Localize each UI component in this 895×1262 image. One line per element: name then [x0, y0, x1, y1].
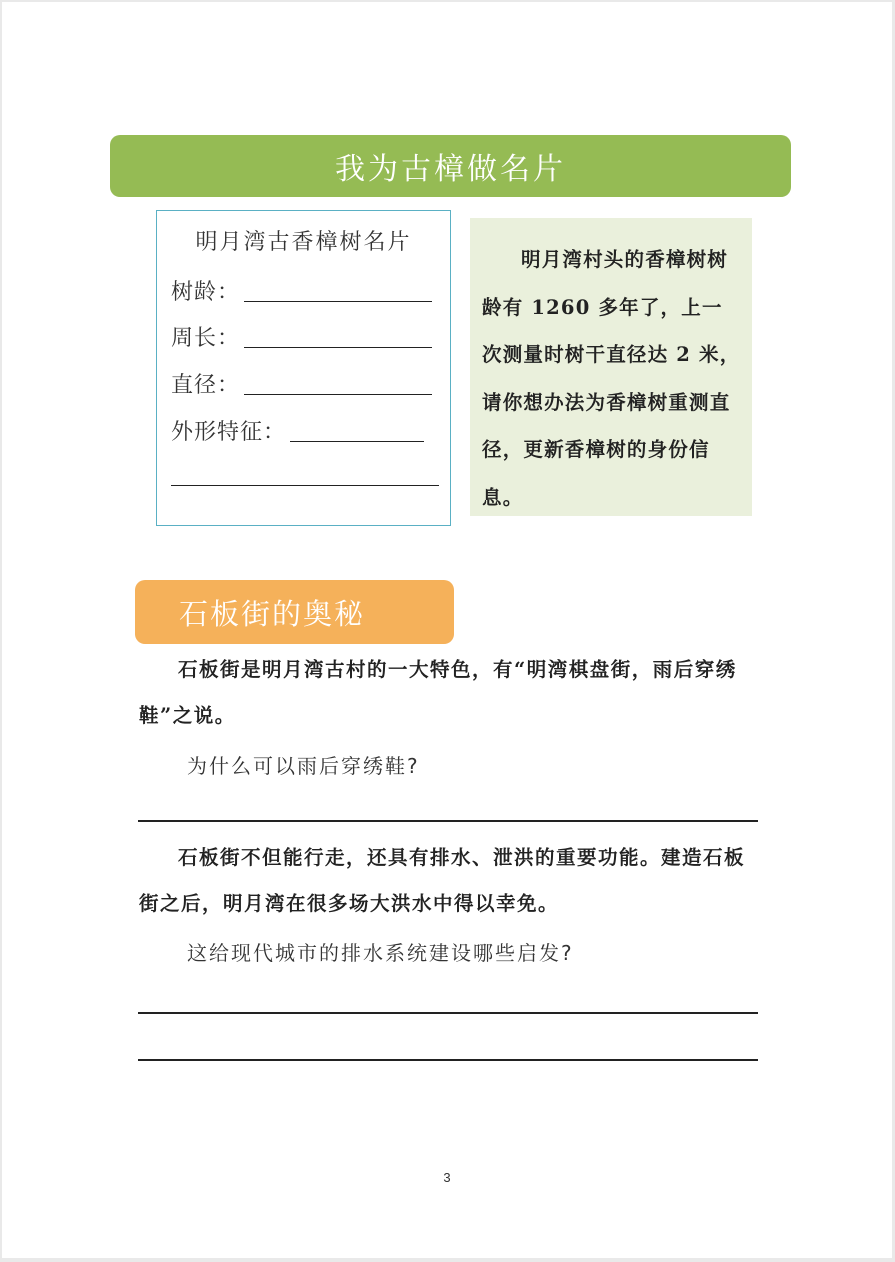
- field-appearance: [171, 415, 424, 446]
- field-appearance-blank[interactable]: [290, 440, 424, 442]
- field-diameter: [171, 368, 432, 399]
- field-tree-age-blank[interactable]: [244, 300, 432, 302]
- paragraph-drainage-function: 石板街不但能行走，还具有排水、泄洪的重要功能。建造石板街之后，明月湾在很多场大洪水中得以幸免。: [139, 846, 746, 915]
- answer-line-3[interactable]: [138, 1059, 758, 1061]
- task-info-box: [470, 218, 752, 516]
- name-card: [156, 210, 451, 526]
- field-circumference-blank[interactable]: [244, 346, 432, 348]
- field-circumference: [171, 321, 432, 352]
- field-tree-age: [171, 275, 432, 306]
- field-diameter-label: 直径：: [171, 373, 241, 398]
- field-appearance-label: 外形特征：: [171, 420, 287, 445]
- answer-line-1[interactable]: [138, 820, 758, 822]
- field-appearance-blank-line2[interactable]: [171, 485, 439, 486]
- page-number: 3: [443, 1170, 451, 1185]
- field-diameter-blank[interactable]: [244, 393, 432, 395]
- field-tree-age-label: 树龄：: [171, 280, 241, 305]
- paragraph-stone-street-intro: 石板街是明月湾古村的一大特色，有“明湾棋盘街，雨后穿绣鞋”之说。: [139, 658, 737, 727]
- page: [2, 2, 892, 1258]
- answer-line-2[interactable]: [138, 1012, 758, 1014]
- name-card-title: 明月湾古香樟树名片: [195, 230, 412, 255]
- task-info-text: 明月湾村头的香樟树树龄有 1260 多年了，上一次测量时树干直径达 2 米，请你想办法为香樟树重测直径，更新香樟树的身份信息。: [482, 248, 741, 509]
- section-title-stone-street: 石板街的奥秘: [135, 580, 454, 644]
- question-drainage-inspiration: 这给现代城市的排水系统建设哪些启发?: [187, 941, 574, 965]
- question-embroidered-shoes: 为什么可以雨后穿绣鞋?: [187, 754, 420, 778]
- field-circumference-label: 周长：: [171, 326, 241, 351]
- section-title-name-card: 我为古樟做名片: [110, 135, 791, 197]
